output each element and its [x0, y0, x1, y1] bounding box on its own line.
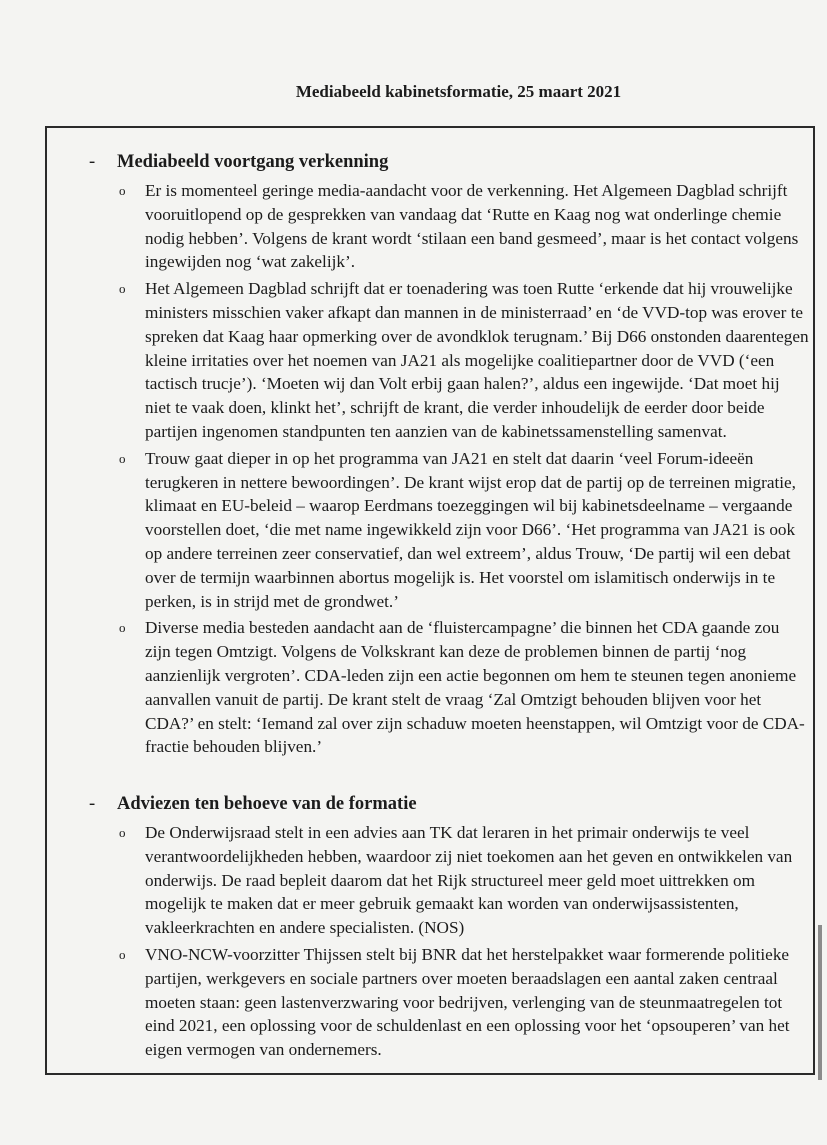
- bullet-marker: o: [119, 946, 126, 962]
- bullet-list: [89, 179, 809, 759]
- section-title: [89, 150, 809, 174]
- list-item-text: Het Algemeen Dagblad schrijft dat er toenadering was toen Rutte ‘erkende dat hij vrouwelijke ministers misschien vaker afkapt dan mannen in de ministerraad’ en ‘de VVD-top was erover te spreken dat Kaag haar opmerking over de avondklok terugnam.’ Bij D66 onstonden daarentegen kleine irritaties over het noemen van JA21 als mogelijke coalitiepartner door de VVD (‘een tactisch trucje’). ‘Moeten wij dan Volt erbij gaan halen?’, aldus een ingewijde. ‘Dat moet hij niet te vaak doen, klinkt het’, schrijft de krant, die verder inhoudelijk de eerder door beide partijen ingenomen standpunten ten aanzien van de kabinetssamenstelling samenvat.: [145, 279, 809, 441]
- list-item: [89, 616, 809, 759]
- section-dash: -: [89, 152, 96, 172]
- section-dash: -: [89, 794, 96, 814]
- bullet-marker: o: [119, 450, 126, 466]
- section-title-text: Adviezen ten behoeve van de formatie: [117, 794, 417, 814]
- list-item: [89, 447, 809, 614]
- scrollbar[interactable]: [818, 925, 822, 1080]
- list-item-text: Trouw gaat dieper in op het programma van JA21 en stelt dat daarin ‘veel Forum-ideeën terugkeren in nettere bewoordingen’. De krant wijst erop dat de partij op de terreinen migratie, klimaat en EU-beleid – waarop Eerdmans toezeggingen wil bij kabinetsdeelname – vergaande voorstellen doet, ‘die met name ingewikkeld zijn voor D66’. ‘Het programma van JA21 is ook op andere terreinen zeer conservatief, dan wel extreem’, aldus Trouw, ‘De partij wil een debat over de termijn waarbinnen abortus mogelijk is. Het voorstel om islamitisch onderwijs in te perken, is in strijd met de grondwet.’: [145, 448, 796, 611]
- bullet-marker: o: [119, 620, 126, 636]
- section-title-text: Mediabeeld voortgang verkenning: [117, 152, 389, 172]
- section-adviezen: [89, 792, 809, 1065]
- list-item-text: Diverse media besteden aandacht aan de ‘fluistercampagne’ die binnen het CDA gaande zou zijn tegen Omtzigt. Volgens de Volkskrant kan deze de problemen binnen de partij ‘nog aanzienlijk vergroten’. CDA-leden zijn een actie begonnen om hem te steunen tegen anonieme aanvallen vanuit de partij. De krant stelt de vraag ‘Zal Omtzigt behouden blijven voor het CDA?’ en stelt: ‘Iemand zal over zijn schaduw moeten heenstappen, wil Omtzigt voor de CDA-fractie behouden blijven.’: [145, 618, 805, 757]
- list-item: [89, 179, 809, 274]
- section-title: [89, 792, 809, 816]
- list-item: [89, 943, 809, 1062]
- bullet-marker: o: [119, 183, 126, 198]
- bullet-marker: o: [119, 281, 126, 297]
- list-item: [89, 821, 809, 940]
- document-frame: [45, 126, 815, 1075]
- list-item-text: De Onderwijsraad stelt in een advies aan TK dat leraren in het primair onderwijs te veel verantwoordelijkheden hebben, waardoor zij niet toekomen aan het geven en ontwikkelen van onderwijs. De raad bepleit daarom dat het Rijk structureel meer geld moet uittrekken om mogelijk te maken dat er meer gebruik gemaakt kan worden van onderwijsassistenten, vakleerkrachten en andere specialisten. (NOS): [145, 823, 793, 938]
- bullet-marker: o: [119, 825, 126, 840]
- bullet-list: [89, 821, 809, 1062]
- page-title: Mediabeeld kabinetsformatie, 25 maart 2021: [295, 82, 622, 101]
- list-item: [89, 277, 809, 444]
- list-item-text: VNO-NCW-voorzitter Thijssen stelt bij BNR dat het herstelpakket waar formerende politieke partijen, werkgevers en sociale partners over moeten beraadslagen een aantal zaken centraal moeten staan: geen lastenverzwaring voor bedrijven, verlenging van de steunmaatregelen tot eind 2021, een oplossing voor de schuldenlast en een oplossing voor het ‘opsouperen’ van het eigen vermogen van ondernemers.: [145, 944, 790, 1060]
- section-mediabeeld: [89, 150, 809, 762]
- list-item-text: Er is momenteel geringe media-aandacht voor de verkenning. Het Algemeen Dagblad schrijft vooruitlopend op de gesprekken van vandaag dat ‘Rutte en Kaag nog wat onderlinge chemie nodig hebben’. Volgens de krant wordt ‘stilaan een band gesmeed’, maar is het contact volgens ingewijden nog ‘wat zakelijk’.: [145, 181, 799, 272]
